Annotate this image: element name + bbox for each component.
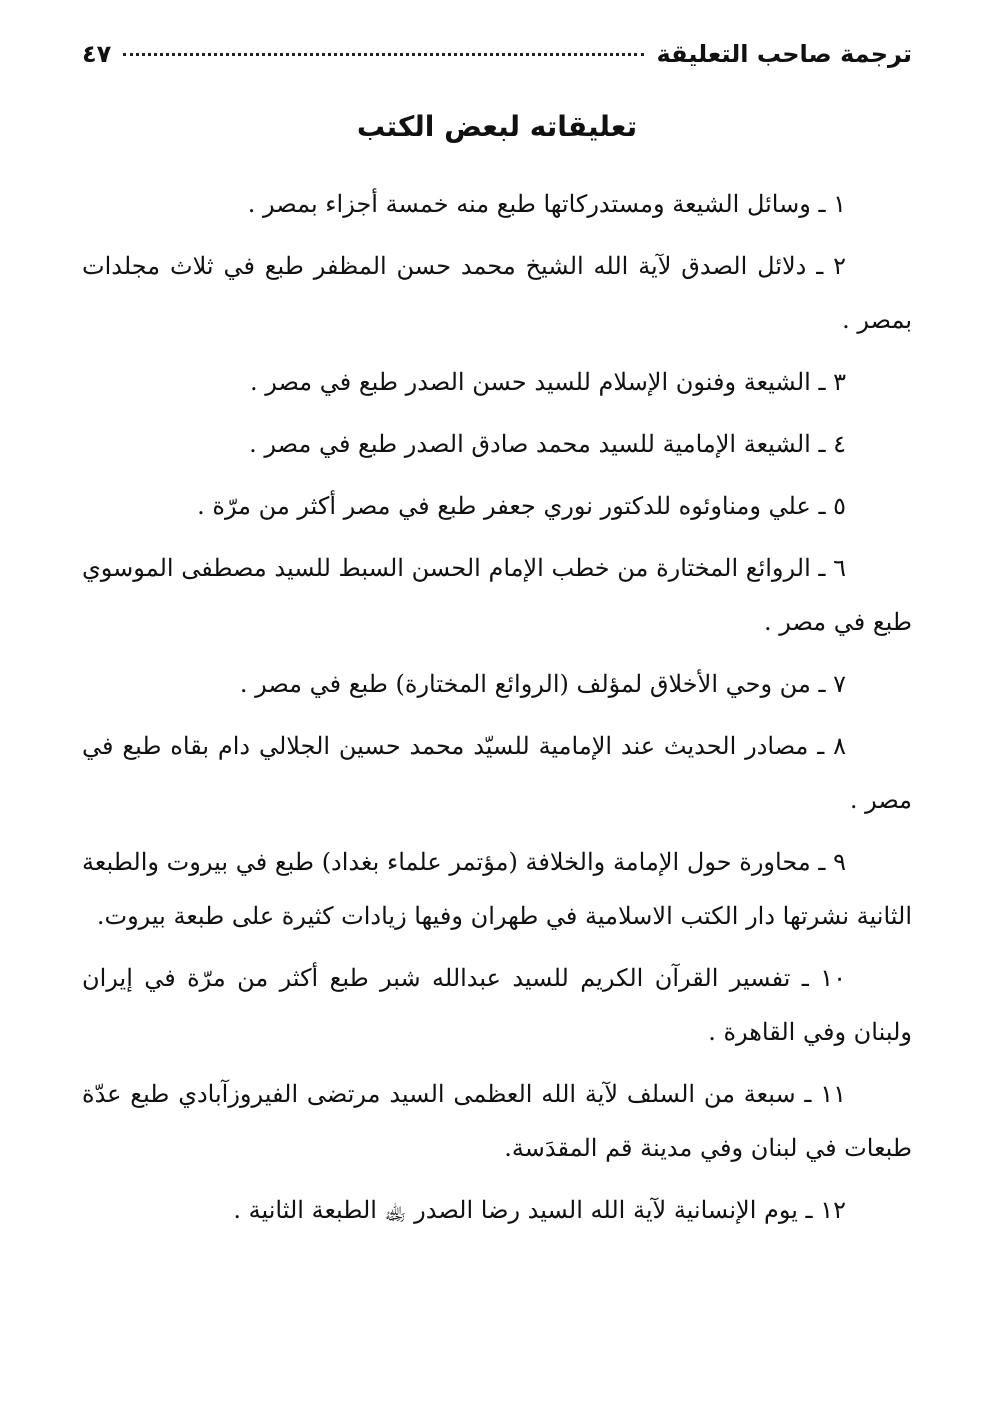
dot-leader — [123, 53, 644, 56]
book-page — [82, 40, 912, 1400]
list-item: ٩ ـ محاورة حول الإمامة والخلافة (مؤتمر علماء بغداد) طبع في بيروت والطبعة الثانية نشرتها دار الكتب الاسلامية في طهران وفيها زيادات كثيرة على طبعة بيروت. — [82, 848, 912, 930]
running-title: ترجمة صاحب التعليقة — [656, 40, 912, 68]
list-item: ١٠ ـ تفسير القرآن الكريم للسيد عبدالله شبر طبع أكثر من مرّة في إيران ولبنان وفي القاهرة . — [82, 964, 912, 1046]
list-item: ٣ ـ الشيعة وفنون الإسلام للسيد حسن الصدر طبع في مصر . — [249, 368, 846, 396]
list-item: ٥ ـ علي ومناوئوه للدكتور نوري جعفر طبع في مصر أكثر من مرّة . — [197, 492, 846, 520]
section-title: تعليقاته لبعض الكتب — [356, 110, 638, 143]
running-header — [82, 40, 912, 84]
list-item: ٢ ـ دلائل الصدق لآية الله الشيخ محمد حسن المظفر طبع في ثلاث مجلدات بمصر . — [82, 252, 912, 334]
list-item: ١ ـ وسائل الشيعة ومستدركاتها طبع منه خمسة أجزاء بمصر . — [247, 190, 846, 218]
list-item: ١١ ـ سبعة من السلف لآية الله العظمى السيد مرتضى الفيروزآبادي طبع عدّة طبعات في لبنان وفي مدينة قم المقدَسة. — [82, 1080, 912, 1162]
list-item: ١٢ ـ يوم الإنسانية لآية الله السيد رضا الصدر ﵀ الطبعة الثانية . — [233, 1196, 846, 1224]
list-item: ٤ ـ الشيعة الإمامية للسيد محمد صادق الصدر طبع في مصر . — [249, 430, 846, 458]
page-number: ٤٧ — [82, 40, 112, 68]
list-item: ٧ ـ من وحي الأخلاق لمؤلف (الروائع المختارة) طبع في مصر . — [239, 670, 846, 698]
list-item: ٦ ـ الروائع المختارة من خطب الإمام الحسن السبط للسيد مصطفى الموسوي طبع في مصر . — [82, 554, 912, 636]
book-list — [82, 177, 912, 1237]
list-item: ٨ ـ مصادر الحديث عند الإمامية للسيّد محمد حسين الجلالي دام بقاه طبع في مصر . — [82, 732, 912, 814]
